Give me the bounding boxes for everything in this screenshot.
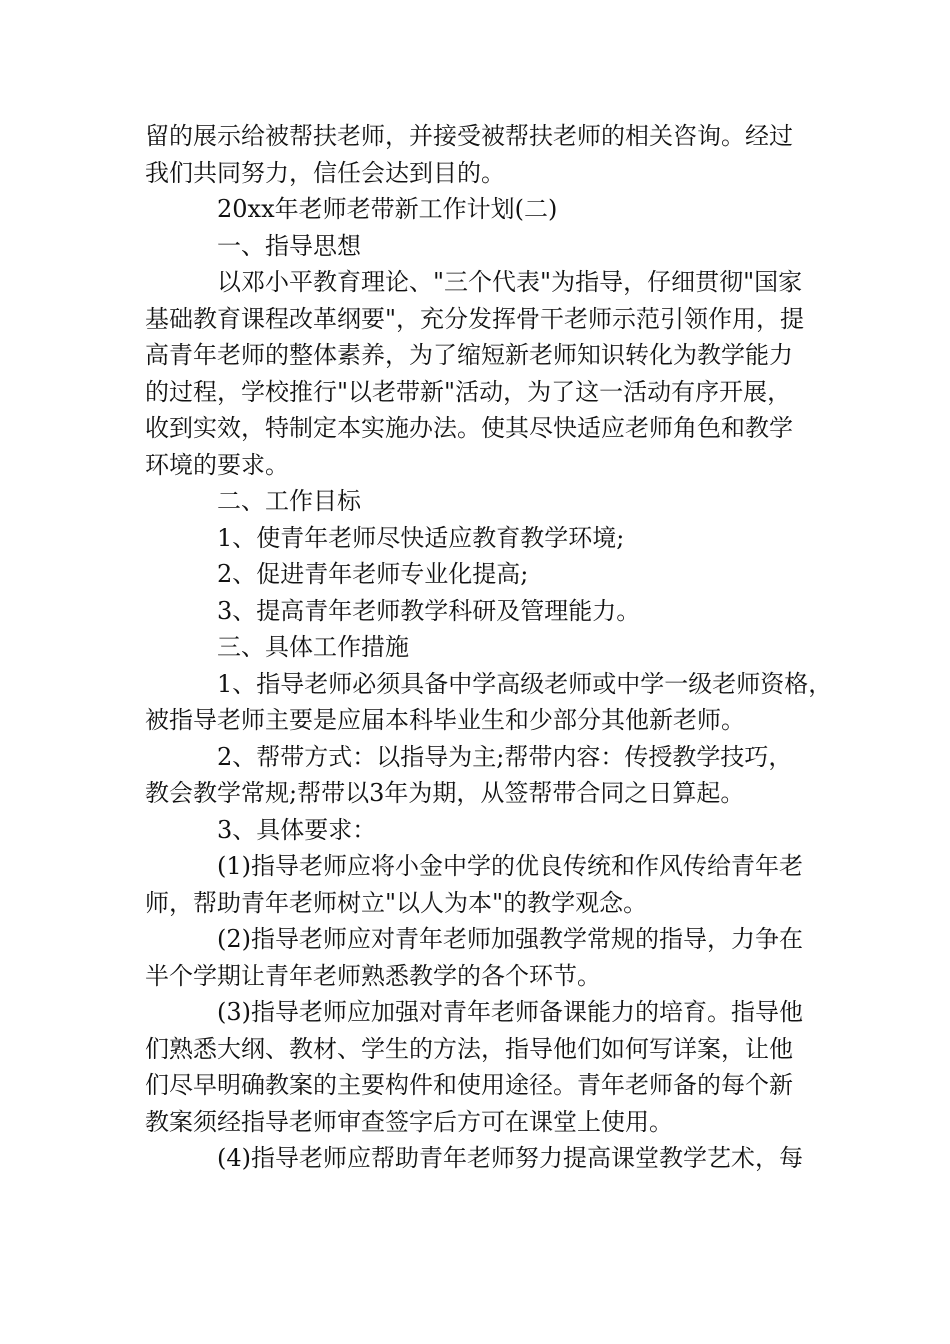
text-line: 3、具体要求： — [217, 815, 377, 844]
text-line: 被指导老师主要是应届本科毕业生和少部分其他新老师。 — [145, 706, 745, 734]
paragraph-p2 — [145, 191, 825, 228]
text-line: (3)指导老师应加强对青年老师备课能力的培育。指导他 — [217, 998, 803, 1026]
paragraph-p16 — [145, 1140, 825, 1177]
paragraph-p9 — [145, 629, 825, 666]
text-line: 教案须经指导老师审查签字后方可在课堂上使用。 — [145, 1107, 673, 1136]
text-line: 半个学期让青年老师熟悉教学的各个环节。 — [145, 961, 601, 990]
text-line: (2)指导老师应对青年老师加强教学常规的指导，力争在 — [217, 925, 803, 953]
paragraph-p12 — [145, 812, 825, 849]
text-line: 师，帮助青年老师树立"以人为本"的教学观念。 — [145, 888, 648, 917]
paragraph-p4 — [145, 264, 825, 483]
paragraph-p7 — [145, 556, 825, 593]
text-line: 们熟悉大纲、教材、学生的方法，指导他们如何写详案，让他 — [145, 1034, 793, 1063]
text-line: 以邓小平教育理论、"三个代表"为指导，仔细贯彻"国家 — [217, 268, 803, 296]
text-line: 教会教学常规;帮带以3年为期，从签帮带合同之日算起。 — [145, 779, 745, 807]
text-line: 基础教育课程改革纲要"，充分发挥骨干老师示范引领作用，提 — [145, 304, 805, 333]
text-line: 收到实效，特制定本实施办法。使其尽快适应老师角色和教学 — [145, 414, 793, 442]
paragraph-p14 — [145, 921, 825, 994]
text-line: 1、指导老师必须具备中学高级老师或中学一级老师资格， — [217, 669, 833, 698]
text-line: 一、指导思想 — [217, 231, 361, 260]
text-line: 们尽早明确教案的主要构件和使用途径。青年老师备的每个新 — [145, 1071, 793, 1099]
paragraph-p15 — [145, 994, 825, 1140]
text-line: 二、工作目标 — [217, 487, 361, 515]
text-line: 留的展示给被帮扶老师，并接受被帮扶老师的相关咨询。经过 — [145, 122, 793, 150]
document-body — [145, 118, 833, 1177]
text-line: (4)指导老师应帮助青年老师努力提高课堂教学艺术，每 — [217, 1144, 803, 1172]
text-line: 三、具体工作措施 — [217, 633, 409, 661]
text-line: 我们共同努力，信任会达到目的。 — [145, 158, 505, 187]
paragraph-p10 — [145, 666, 833, 739]
text-line: 3、提高青年老师教学科研及管理能力。 — [217, 596, 641, 625]
paragraph-p11 — [145, 739, 825, 812]
text-line: (1)指导老师应将小金中学的优良传统和作风传给青年老 — [217, 852, 803, 880]
text-line: 2、帮带方式：以指导为主;帮带内容：传授教学技巧， — [217, 742, 793, 771]
paragraph-p8 — [145, 593, 825, 630]
text-line: 20xx年老师老带新工作计划(二) — [217, 195, 558, 223]
paragraph-p6 — [145, 520, 825, 557]
text-line: 高青年老师的整体素养，为了缩短新老师知识转化为教学能力 — [145, 341, 793, 369]
text-line: 1、使青年老师尽快适应教育教学环境; — [217, 523, 625, 552]
paragraph-p5 — [145, 483, 825, 520]
paragraph-p1 — [145, 118, 825, 191]
text-line: 环境的要求。 — [145, 450, 289, 479]
text-line: 2、促进青年老师专业化提高; — [217, 560, 529, 588]
text-line: 的过程，学校推行"以老带新"活动，为了这一活动有序开展， — [145, 377, 792, 406]
paragraph-p13 — [145, 848, 825, 921]
paragraph-p3 — [145, 228, 825, 265]
